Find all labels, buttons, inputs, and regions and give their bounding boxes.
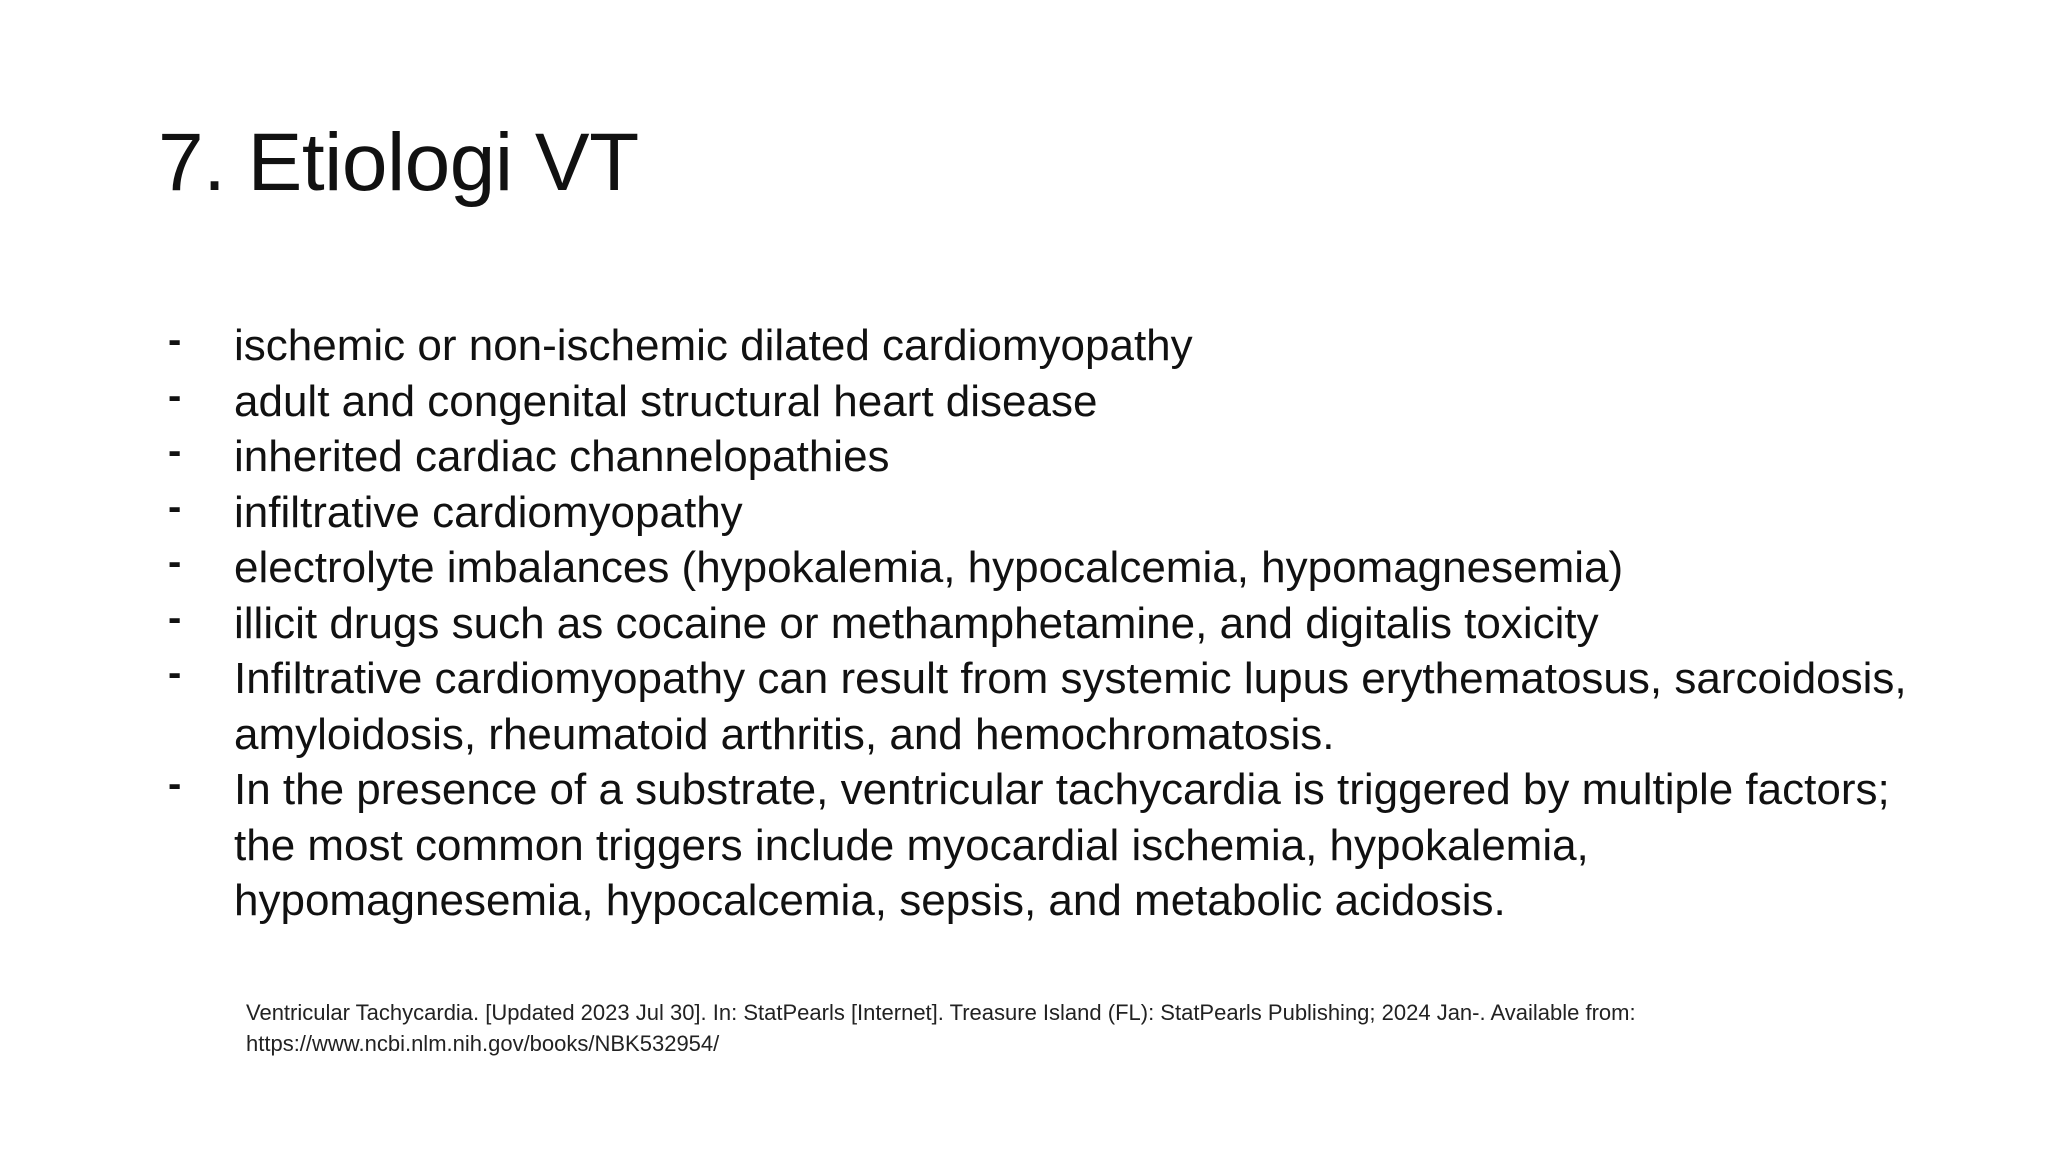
bullet-text: infiltrative cardiomyopathy bbox=[234, 487, 743, 537]
bullet-item bbox=[168, 540, 1908, 596]
bullet-dash: - bbox=[168, 762, 182, 806]
bullet-text: adult and congenital structural heart disease bbox=[234, 376, 1098, 426]
bullet-text: In the presence of a substrate, ventricular tachycardia is triggered by multiple factors; the most common triggers include myocardial ischemia, hypokalemia, hypomagnesemia, hypocalcemia, sepsis, and metabolic acidosis. bbox=[234, 765, 1890, 925]
bullet-text: Infiltrative cardiomyopathy can result from systemic lupus erythematosus, sarcoidosis, amyloidosis, rheumatoid arthritis, and hemochromatosis. bbox=[234, 654, 1907, 759]
reference-citation bbox=[246, 997, 1806, 1059]
bullet-item bbox=[168, 374, 1908, 430]
bullet-item bbox=[168, 651, 1908, 762]
bullet-item bbox=[168, 596, 1908, 652]
bullet-dash: - bbox=[168, 429, 182, 473]
bullet-text: electrolyte imbalances (hypokalemia, hypocalcemia, hypomagnesemia) bbox=[234, 543, 1624, 592]
bullet-dash: - bbox=[168, 373, 182, 418]
bullet-item bbox=[168, 318, 1908, 374]
bullet-item bbox=[168, 485, 1908, 541]
bullet-dash: - bbox=[168, 484, 182, 529]
bullet-item bbox=[168, 429, 1908, 485]
bullet-text: ischemic or non-ischemic dilated cardiomyopathy bbox=[234, 321, 1193, 370]
bullet-dash: - bbox=[168, 540, 182, 584]
slide-title: 7. Etiologi VT bbox=[158, 117, 639, 208]
bullet-list bbox=[168, 318, 1908, 929]
reference-url: https://www.ncbi.nlm.nih.gov/books/NBK532954/ bbox=[246, 1031, 720, 1056]
reference-text: Ventricular Tachycardia. [Updated 2023 Jul 30]. In: StatPearls [Internet]. Treasure Island (FL): StatPearls Publishing; 2024 Jan-. Available from: bbox=[246, 1000, 1636, 1025]
bullet-dash: - bbox=[168, 651, 182, 695]
bullet-dash: - bbox=[168, 318, 182, 362]
bullet-text: inherited cardiac channelopathies bbox=[234, 432, 890, 481]
bullet-text: illicit drugs such as cocaine or methamphetamine, and digitalis toxicity bbox=[234, 598, 1599, 648]
bullet-item bbox=[168, 762, 1908, 929]
bullet-dash: - bbox=[168, 595, 182, 640]
